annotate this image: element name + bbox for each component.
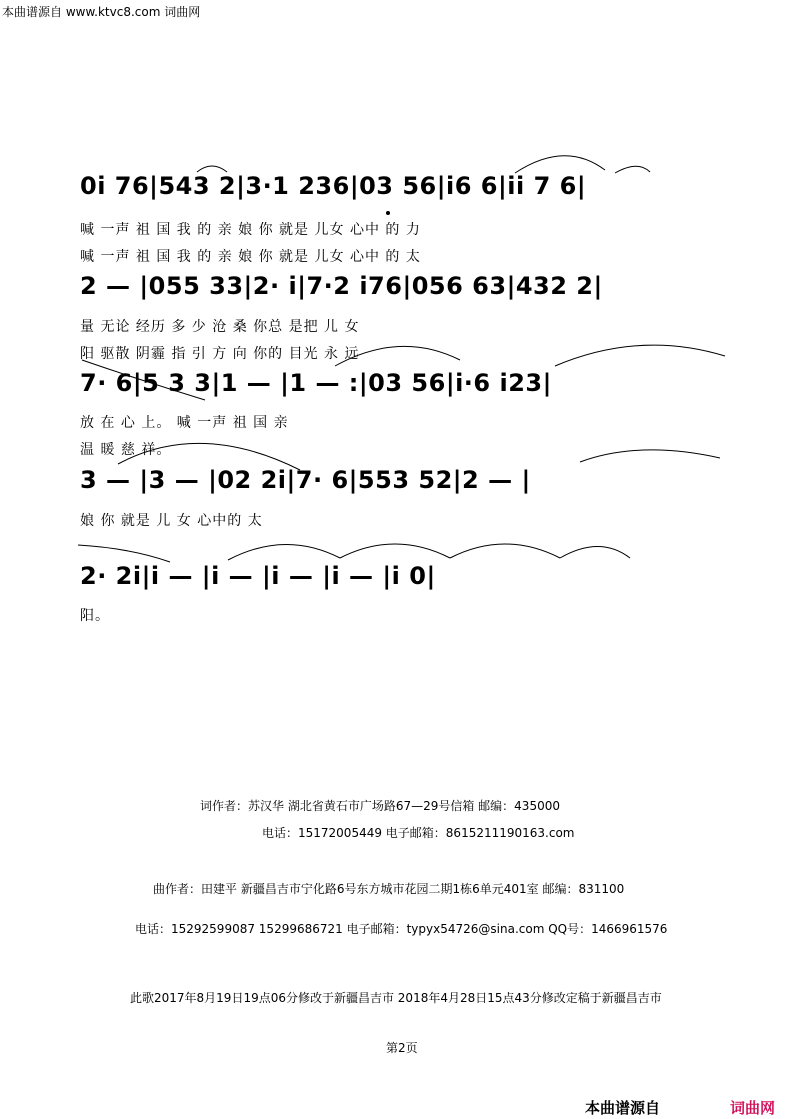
revision-note: 此歌2017年8月19日19点06分修改于新疆昌吉市 2018年4月28日15点43分修改定稿于新疆昌吉市 bbox=[130, 991, 662, 1005]
composer-line: 曲作者：田建平 新疆昌吉市宁化路6号东方城市花园二期1栋6单元401室 邮编：831100 bbox=[153, 882, 625, 896]
score-line-5-lyrics: 阳。 bbox=[80, 608, 110, 624]
slur bbox=[560, 547, 630, 559]
composer-contact: 电话：15292599087 15299686721 电子邮箱：typyx54726@sina.com QQ号：1466961576 bbox=[135, 922, 668, 936]
slur bbox=[78, 545, 170, 562]
score-line-2-lyrics-verse-2: 阳 驱散 阴霾 指 引 方 向 你的 目光 永 远 bbox=[80, 346, 360, 362]
footer-source: 本曲谱源自 bbox=[585, 1099, 661, 1117]
score-line-1-notes: 0i 76|543 2|3·1 236|03 56|i6 6|ii 7 6| bbox=[80, 172, 587, 200]
lyricist-contact: 电话：15172005449 电子邮箱：8615211190163.com bbox=[262, 826, 575, 840]
slur bbox=[228, 544, 340, 560]
slur bbox=[340, 544, 450, 558]
score-line-3-lyrics-verse-1: 放 在 心 上。 喊 一声 祖 国 亲 bbox=[80, 415, 289, 431]
score-line-1-lyrics-verse-1: 喊 一声 祖 国 我 的 亲 娘 你 就是 儿女 心中 的 力 bbox=[80, 222, 421, 238]
score-line-4-lyrics: 娘 你 就是 儿 女 心中的 太 bbox=[80, 513, 263, 529]
slur bbox=[450, 544, 560, 558]
header-source-text[interactable]: 本曲谱源自 www.ktvc8.com 词曲网 bbox=[2, 5, 201, 19]
score-line-4-notes: 3 — |3 — |02 2i|7· 6|553 52|2 — | bbox=[80, 466, 531, 494]
score-line-3-notes: 7· 6|5 3 3|1 — |1 — :|03 56|i·6 i23| bbox=[80, 369, 552, 397]
score-line-2-lyrics-verse-1: 量 无论 经历 多 少 沧 桑 你总 是把 儿 女 bbox=[80, 319, 360, 335]
score-line-3-lyrics-verse-2: 温 暖 慈 祥。 bbox=[80, 442, 172, 458]
dot-mark bbox=[386, 211, 390, 215]
slur bbox=[515, 156, 605, 173]
lyricist-line: 词作者：苏汉华 湖北省黄石市广场路67—29号信箱 邮编：435000 bbox=[200, 799, 560, 813]
footer-brand-logo[interactable]: 词曲网 bbox=[730, 1099, 776, 1117]
score-line-2-notes: 2 — |055 33|2· i|7·2 i76|056 63|432 2| bbox=[80, 272, 603, 300]
score-line-1-lyrics-verse-2: 喊 一声 祖 国 我 的 亲 娘 你 就是 儿女 心中 的 太 bbox=[80, 249, 421, 265]
score-line-5-notes: 2· 2i|i — |i — |i — |i — |i 0| bbox=[80, 562, 436, 590]
page-number: 第2页 bbox=[386, 1041, 418, 1055]
